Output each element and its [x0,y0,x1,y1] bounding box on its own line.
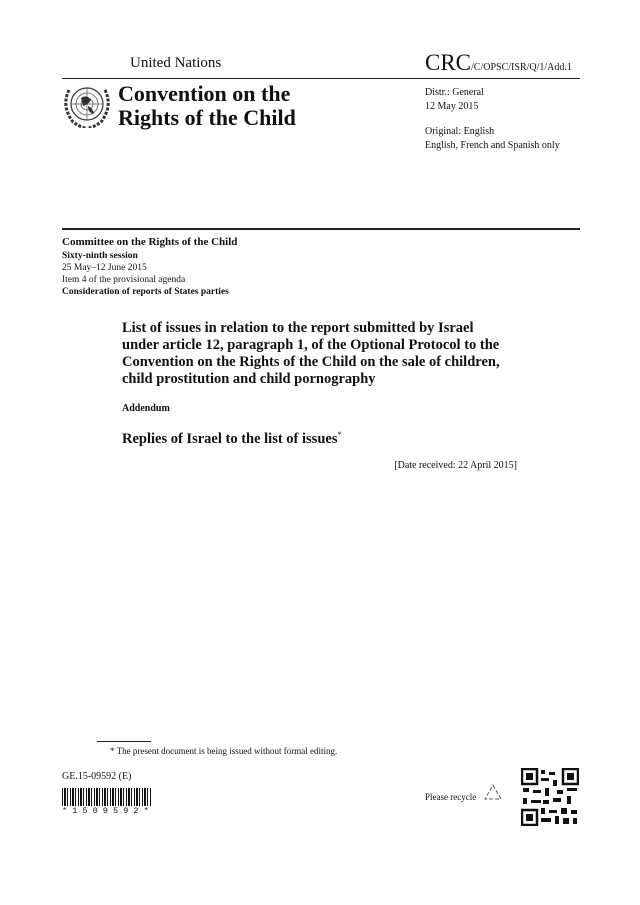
body-title-line2: Rights of the Child [118,105,296,130]
symbol-main: CRC [425,50,472,75]
org-name: United Nations [130,55,222,71]
document-symbol [425,50,572,76]
distribution: Distr.: General [425,87,484,98]
replies-heading [122,430,341,448]
footnote-mark: * [337,430,342,439]
session-dates: 25 May–12 June 2015 [62,263,147,273]
un-emblem-icon [61,82,113,128]
agenda-item: Item 4 of the provisional agenda [62,275,186,285]
recycle-icon [482,783,504,805]
replies-text: Replies of Israel to the list of issues [122,430,338,447]
barcode [62,788,152,806]
footnote: * The present document is being issued without formal editing. [110,746,338,756]
languages: English, French and Spanish only [425,140,560,151]
issue-date: 12 May 2015 [425,101,479,112]
title-line: child prostitution and child pornography [122,371,376,387]
header-rule [62,78,580,79]
title-line: under article 12, paragraph 1, of the Optional Protocol to the [122,337,500,353]
document-title [122,320,500,388]
original-language: Original: English [425,126,495,137]
footnote-rule [97,741,151,742]
addendum-label: Addendum [122,403,170,414]
barcode-text: * 1 5 0 9 5 9 2 * [62,806,149,816]
recycle-label: Please recycle [425,792,477,802]
title-line: List of issues in relation to the report submitted by Israel [122,320,474,336]
date-received: [Date received: 22 April 2015] [394,460,517,471]
consideration: Consideration of reports of States parties [62,287,229,297]
symbol-suffix: /C/OPSC/ISR/Q/1/Add.1 [471,62,572,73]
committee: Committee on the Rights of the Child [62,236,238,248]
thick-rule [62,228,580,230]
session: Sixty-ninth session [62,251,138,261]
title-line: Convention on the Rights of the Child on the sale of children, [122,354,500,370]
qr-code [521,768,579,826]
job-number: GE.15-09592 (E) [62,771,132,782]
body-title-line1: Convention on the [118,81,291,106]
